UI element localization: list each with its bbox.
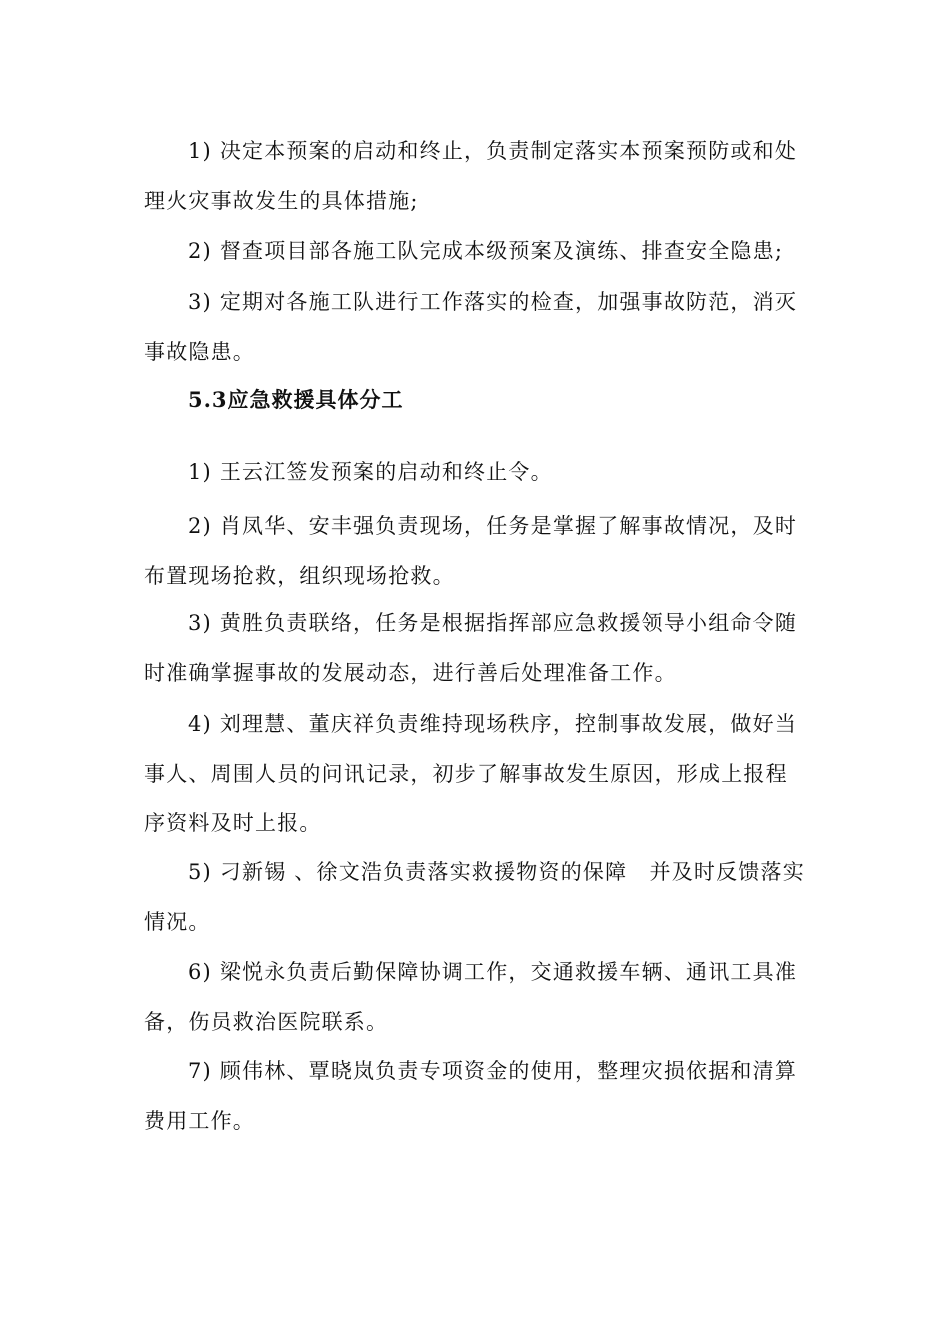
paragraph-line: 5) 刁新锡 、徐文浩负责落实救援物资的保障 并及时反馈落实 [188, 860, 805, 884]
section-heading: 5.3应急救援具体分工 [188, 387, 404, 412]
paragraph-line: 4) 刘理慧、董庆祥负责维持现场秩序，控制事故发展，做好当 [188, 712, 798, 736]
paragraph-line: 理火灾事故发生的具体措施; [144, 189, 419, 213]
paragraph-line: 1) 决定本预案的启动和终止，负责制定落实本预案预防或和处 [188, 139, 798, 163]
paragraph-line: 布置现场抢救，组织现场抢救。 [144, 564, 455, 588]
paragraph-line: 2) 肖凤华、安丰强负责现场，任务是掌握了解事故情况，及时 [188, 514, 798, 538]
paragraph-line: 费用工作。 [144, 1109, 255, 1133]
paragraph-line: 3) 黄胜负责联络，任务是根据指挥部应急救援领导小组命令随 [188, 611, 798, 635]
paragraph-line: 2) 督查项目部各施工队完成本级预案及演练、排查安全隐患; [188, 239, 784, 263]
paragraph-line: 1) 王云江签发预案的启动和终止令。 [188, 460, 553, 484]
paragraph-line: 事故隐患。 [144, 340, 255, 364]
paragraph-line: 情况。 [144, 910, 211, 934]
paragraph-line: 3) 定期对各施工队进行工作落实的检查，加强事故防范，消灭 [188, 290, 798, 314]
paragraph-line: 事人、周围人员的问讯记录，初步了解事故发生原因，形成上报程 [144, 762, 788, 786]
paragraph-line: 时准确掌握事故的发展动态，进行善后处理准备工作。 [144, 661, 677, 685]
paragraph-line: 备，伤员救治医院联系。 [144, 1010, 389, 1034]
paragraph-line: 7) 顾伟林、覃晓岚负责专项资金的使用，整理灾损依据和清算 [188, 1059, 798, 1083]
paragraph-line: 6) 梁悦永负责后勤保障协调工作，交通救援车辆、通讯工具准 [188, 960, 798, 984]
paragraph-line: 序资料及时上报。 [144, 811, 322, 835]
